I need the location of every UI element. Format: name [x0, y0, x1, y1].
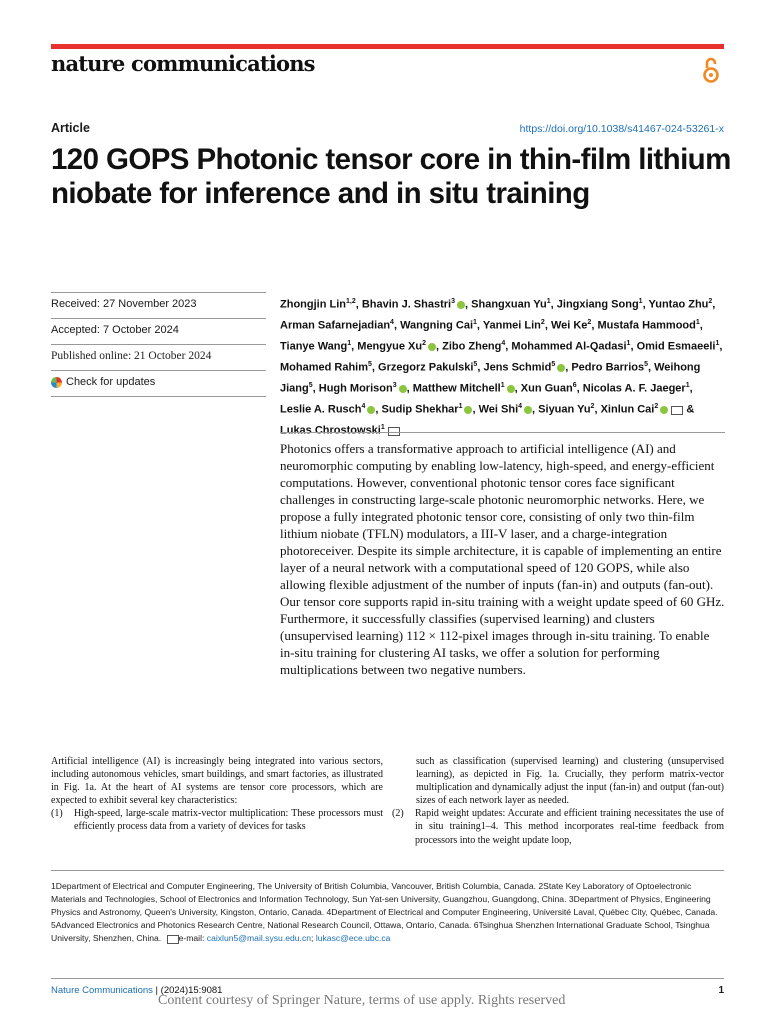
journal-header-bar	[51, 44, 724, 49]
email-link-cai[interactable]: caixlun5@mail.sysu.edu.cn	[206, 933, 312, 944]
author-affiliation: 1	[546, 298, 551, 305]
email-link-chrostowski[interactable]: lukasc@ece.ubc.ca	[315, 933, 391, 944]
author-name[interactable]: Matthew Mitchell	[412, 382, 501, 395]
orcid-icon[interactable]	[507, 385, 515, 393]
article-type: Article	[51, 121, 90, 135]
author-affiliation: 2	[540, 319, 545, 327]
check-for-updates-icon	[51, 377, 62, 388]
author-affiliation: 6	[572, 382, 577, 390]
author-name[interactable]: Omid Esmaeeli	[636, 340, 716, 353]
footer-divider	[51, 978, 724, 979]
doi-link[interactable]: https://doi.org/10.1038/s41467-024-53261-x	[519, 123, 724, 135]
published-date: Published online: 21 October 2024	[51, 344, 266, 370]
author-affiliation: 5	[308, 382, 313, 390]
author-name[interactable]: Mohamed Rahim	[280, 361, 369, 374]
list-text: High-speed, large-scale matrix-vector multiplication: These processors must efficiently process data from a variety of devices for tasks	[74, 808, 383, 833]
orcid-icon[interactable]	[399, 385, 407, 393]
author-name[interactable]: Wei Ke	[550, 319, 588, 332]
mail-icon[interactable]	[671, 406, 683, 415]
list-number: (2)	[392, 808, 404, 820]
list-item	[51, 807, 383, 833]
orcid-icon[interactable]	[660, 406, 668, 414]
author-name[interactable]: Grzegorz Pakulski	[378, 361, 474, 374]
continued-paragraph: such as classification (supervised learning) and clustering (unsupervised learning), as depicted in Fig. 1a. Crucially, they perform matrix-vector multiplication and dynamically adjust the input (fan-in) and output (fan-out) sizes of each network layer as needed.	[416, 756, 724, 807]
author-name[interactable]: Yanmei Lin	[482, 319, 541, 332]
author-affiliation: 4	[501, 340, 506, 348]
affiliations-text: 1Department of Electrical and Computer Engineering, The University of British Columbia, Vancouver, British Columbia, Canada. 2State Key Laboratory of Optoelectronic Materials and Technologies, School of Electronics and Information Technology, Sun Yat-sen University, Guangzhou, Guangdong, China. 3Department of Physics, Engineering Physics and Astronomy, Queen's University, Kingston, Ontario, Canada. 4Department of Electrical and Computer Engineering, Université Laval, Québec City, Québec, Canada. 5Advanced Electronics and Photonics Research Centre, National Research Council, Ottawa, Ontario, Canada. 6Tsinghua Shenzhen International Graduate School, Tsinghua University, Shenzhen, China.	[51, 881, 718, 944]
author-affiliation: 1	[347, 340, 352, 348]
author-affiliation: 1	[638, 298, 643, 305]
orcid-icon[interactable]	[557, 364, 565, 372]
author-name[interactable]: Xinlun Cai	[600, 403, 655, 416]
orcid-icon[interactable]	[457, 301, 465, 309]
author-affiliation: 1	[626, 340, 631, 348]
author-affiliation: 2	[422, 340, 426, 348]
orcid-icon[interactable]	[464, 406, 472, 414]
article-dates	[51, 292, 266, 397]
orcid-icon[interactable]	[428, 343, 436, 351]
author-affiliation: 4	[361, 403, 366, 411]
received-date: Received: 27 November 2023	[51, 292, 266, 318]
page-number: 1	[718, 985, 724, 996]
author-affiliation: 1	[715, 340, 720, 348]
mail-icon	[167, 935, 179, 944]
body-column-right	[392, 755, 724, 847]
author-affiliation: 4	[518, 403, 523, 411]
author-affiliation: 5	[644, 361, 648, 369]
author-affiliation: 5	[368, 361, 372, 369]
author-name[interactable]: Pedro Barrios	[571, 361, 645, 374]
footnote-divider	[51, 870, 724, 871]
list-number: (1)	[51, 808, 63, 820]
author-affiliation: 1	[458, 403, 463, 411]
courtesy-watermark: Content courtesy of Springer Nature, terms of use apply. Rights reserved	[158, 993, 566, 1008]
author-affiliation: 1	[685, 382, 690, 390]
author-name[interactable]: Jingxiang Song	[556, 298, 639, 311]
journal-name[interactable]: nature communications	[51, 51, 315, 76]
author-name[interactable]: Mohammed Al-Qadasi	[511, 340, 627, 353]
author-affiliation: 4	[390, 319, 394, 327]
author-affiliation: 2	[590, 403, 595, 411]
article-title: 120 GOPS Photonic tensor core in thin-film lithium niobate for inference and in situ training	[51, 143, 731, 210]
author-name[interactable]: Sudip Shekhar	[381, 403, 459, 416]
author-name[interactable]: Tianye Wang	[280, 340, 348, 353]
author-name[interactable]: Mustafa Hammood	[597, 319, 696, 332]
affiliations: 1Department of Electrical and Computer Engineering, The University of British Columbia, Vancouver, British Columbia, Canada. 2State Key Laboratory of Optoelectronic Materials and Technologies, School of Electronics and Information Technology, Sun Yat-sen University, Guangzhou, Guangdong, China. 3Department of Physics, Engineering Physics and Astronomy, Queen's University, Kingston, Ontario, Canada. 4Department of Electrical and Computer Engineering, Université Laval, Québec City, Québec, Canada. 5Advanced Electronics and Photonics Research Centre, National Research Council, Ottawa, Ontario, Canada. 6Tsinghua Shenzhen International Graduate School, Tsinghua University, Shenzhen, China. e-mail: caixlun5@mail.sysu.edu.cn; lukasc@ece.ubc.ca	[51, 881, 718, 944]
author-name[interactable]: Jens Schmid	[483, 361, 552, 374]
author-affiliation: 1	[695, 319, 700, 327]
author-affiliation: 1	[380, 424, 385, 432]
author-name[interactable]: Bhavin J. Shastri	[361, 298, 452, 311]
author-affiliation: 5	[551, 361, 556, 369]
author-affiliation: 3	[392, 382, 397, 390]
list-item	[392, 807, 724, 846]
author-name[interactable]: Xun Guan	[520, 382, 573, 395]
author-affiliation: 3	[451, 298, 456, 305]
author-name[interactable]: Weihong Jiang	[280, 361, 701, 395]
author-name[interactable]: Nicolas A. F. Jaeger	[582, 382, 686, 395]
open-access-icon[interactable]	[701, 56, 721, 84]
check-for-updates-label: Check for updates	[66, 376, 156, 388]
author-name[interactable]: Siyuan Yu	[538, 403, 591, 416]
author-affiliation: 2	[708, 298, 713, 305]
author-name[interactable]: Shangxuan Yu	[471, 298, 547, 311]
author-affiliation: 1,2	[345, 298, 356, 305]
author-name[interactable]: Zhongjin Lin	[280, 298, 346, 311]
author-name[interactable]: Leslie A. Rusch	[280, 403, 362, 416]
abstract: Photonics offers a transformative approach to artificial intelligence (AI) and neuromorphic computing by enabling low-latency, high-speed, and energy-efficient computations. However, conventional photonic tensor cores face significant challenges in constructing large-scale photonic neuromorphic networks. Here, we propose a fully integrated photonic tensor core, consisting of only two thin-film lithium niobate (TFLN) modulators, a III-V laser, and a charge-integration photoreceiver. Despite its simple architecture, it is capable of implementing an entire layer of a neural network with a computational speed of 120 GOPS, while also allowing flexible adjustment of the number of inputs (fan-in) and outputs (fan-out). Our tensor core supports rapid in-situ training with a weight update speed of 60 GHz. Furthermore, it successfully classifies (supervised learning) and clusters (unsupervised learning) 112 × 112-pixel images through in-situ training. To enable in-situ training for clustering AI tasks, we offer a solution for performing multiplications between two negative numbers.	[280, 441, 725, 677]
orcid-icon[interactable]	[367, 406, 375, 414]
author-name[interactable]: Yuntao Zhu	[648, 298, 709, 311]
author-name[interactable]: Mengyue Xu	[357, 340, 423, 353]
author-name[interactable]: Wangning Cai	[400, 319, 473, 332]
author-name[interactable]: Zibo Zheng	[442, 340, 502, 353]
accepted-date: Accepted: 7 October 2024	[51, 318, 266, 344]
check-for-updates-button[interactable]	[51, 370, 266, 397]
list-text: Rapid weight updates: Accurate and efficient training necessitates the use of in situ training1–4. This method incorporates real-time feedback from processors into the weight update loop,	[415, 808, 724, 846]
footer-journal-link[interactable]: Nature Communications	[51, 985, 153, 996]
author-affiliation: 2	[587, 319, 592, 327]
author-name[interactable]: Hugh Morison	[318, 382, 393, 395]
author-affiliation: 5	[473, 361, 478, 369]
body-column-left	[51, 755, 383, 834]
orcid-icon[interactable]	[524, 406, 532, 414]
intro-paragraph: Artificial intelligence (AI) is increasingly being integrated into various sectors, including autonomous vehicles, smart buildings, and smart factories, as illustrated in Fig. 1a. At the heart of AI systems are tensor core processors, which are expected to exhibit several key characteristics:	[51, 756, 383, 807]
author-affiliation: 1	[473, 319, 477, 327]
author-name[interactable]: Wei Shi	[478, 403, 519, 416]
email-label: e-mail:	[178, 933, 205, 944]
author-name[interactable]: Arman Safarnejadian	[280, 319, 391, 332]
footer-volume: | (2024)15:9081	[155, 985, 223, 996]
abstract-divider	[280, 432, 725, 433]
author-list: Zhongjin Lin$^{1,2}$, Bhavin J. Shastri$^3$ , Shangxuan Yu$^1$, Jingxiang Song$^1$, Yuntao Zhu$^2$, Arman Safarnejadian$^4$, Wangning Cai$^1$, Yanmei Lin$^2$, Wei Ke$^2$, Mustafa Hammood$^1$, Tianye Wang$^1$, Mengyue Xu$^2$ , Zibo Zheng$^4$, Mohammed Al-Qadasi$^1$, Omid Esmaeeli$^1$, Mohamed Rahim$^5$, Grzegorz Pakulski$^5$, Jens Schmid$^5$ , Pedro Barrios$^5$, Weihong Jiang$^5$, Hugh Morison$^3$ , Matthew Mitchell$^1$ , Xun Guan$^6$, Nicolas A. F. Jaeger$^1$, Leslie A. Rusch$^4$ , Sudip Shekhar$^1$ , Wei Shi$^4$ , Siyuan Yu$^2$, Xinlun Cai$^2$ & $^1$	[280, 293, 725, 440]
author-affiliation: 1	[500, 382, 505, 390]
author-affiliation: 2	[654, 403, 659, 411]
